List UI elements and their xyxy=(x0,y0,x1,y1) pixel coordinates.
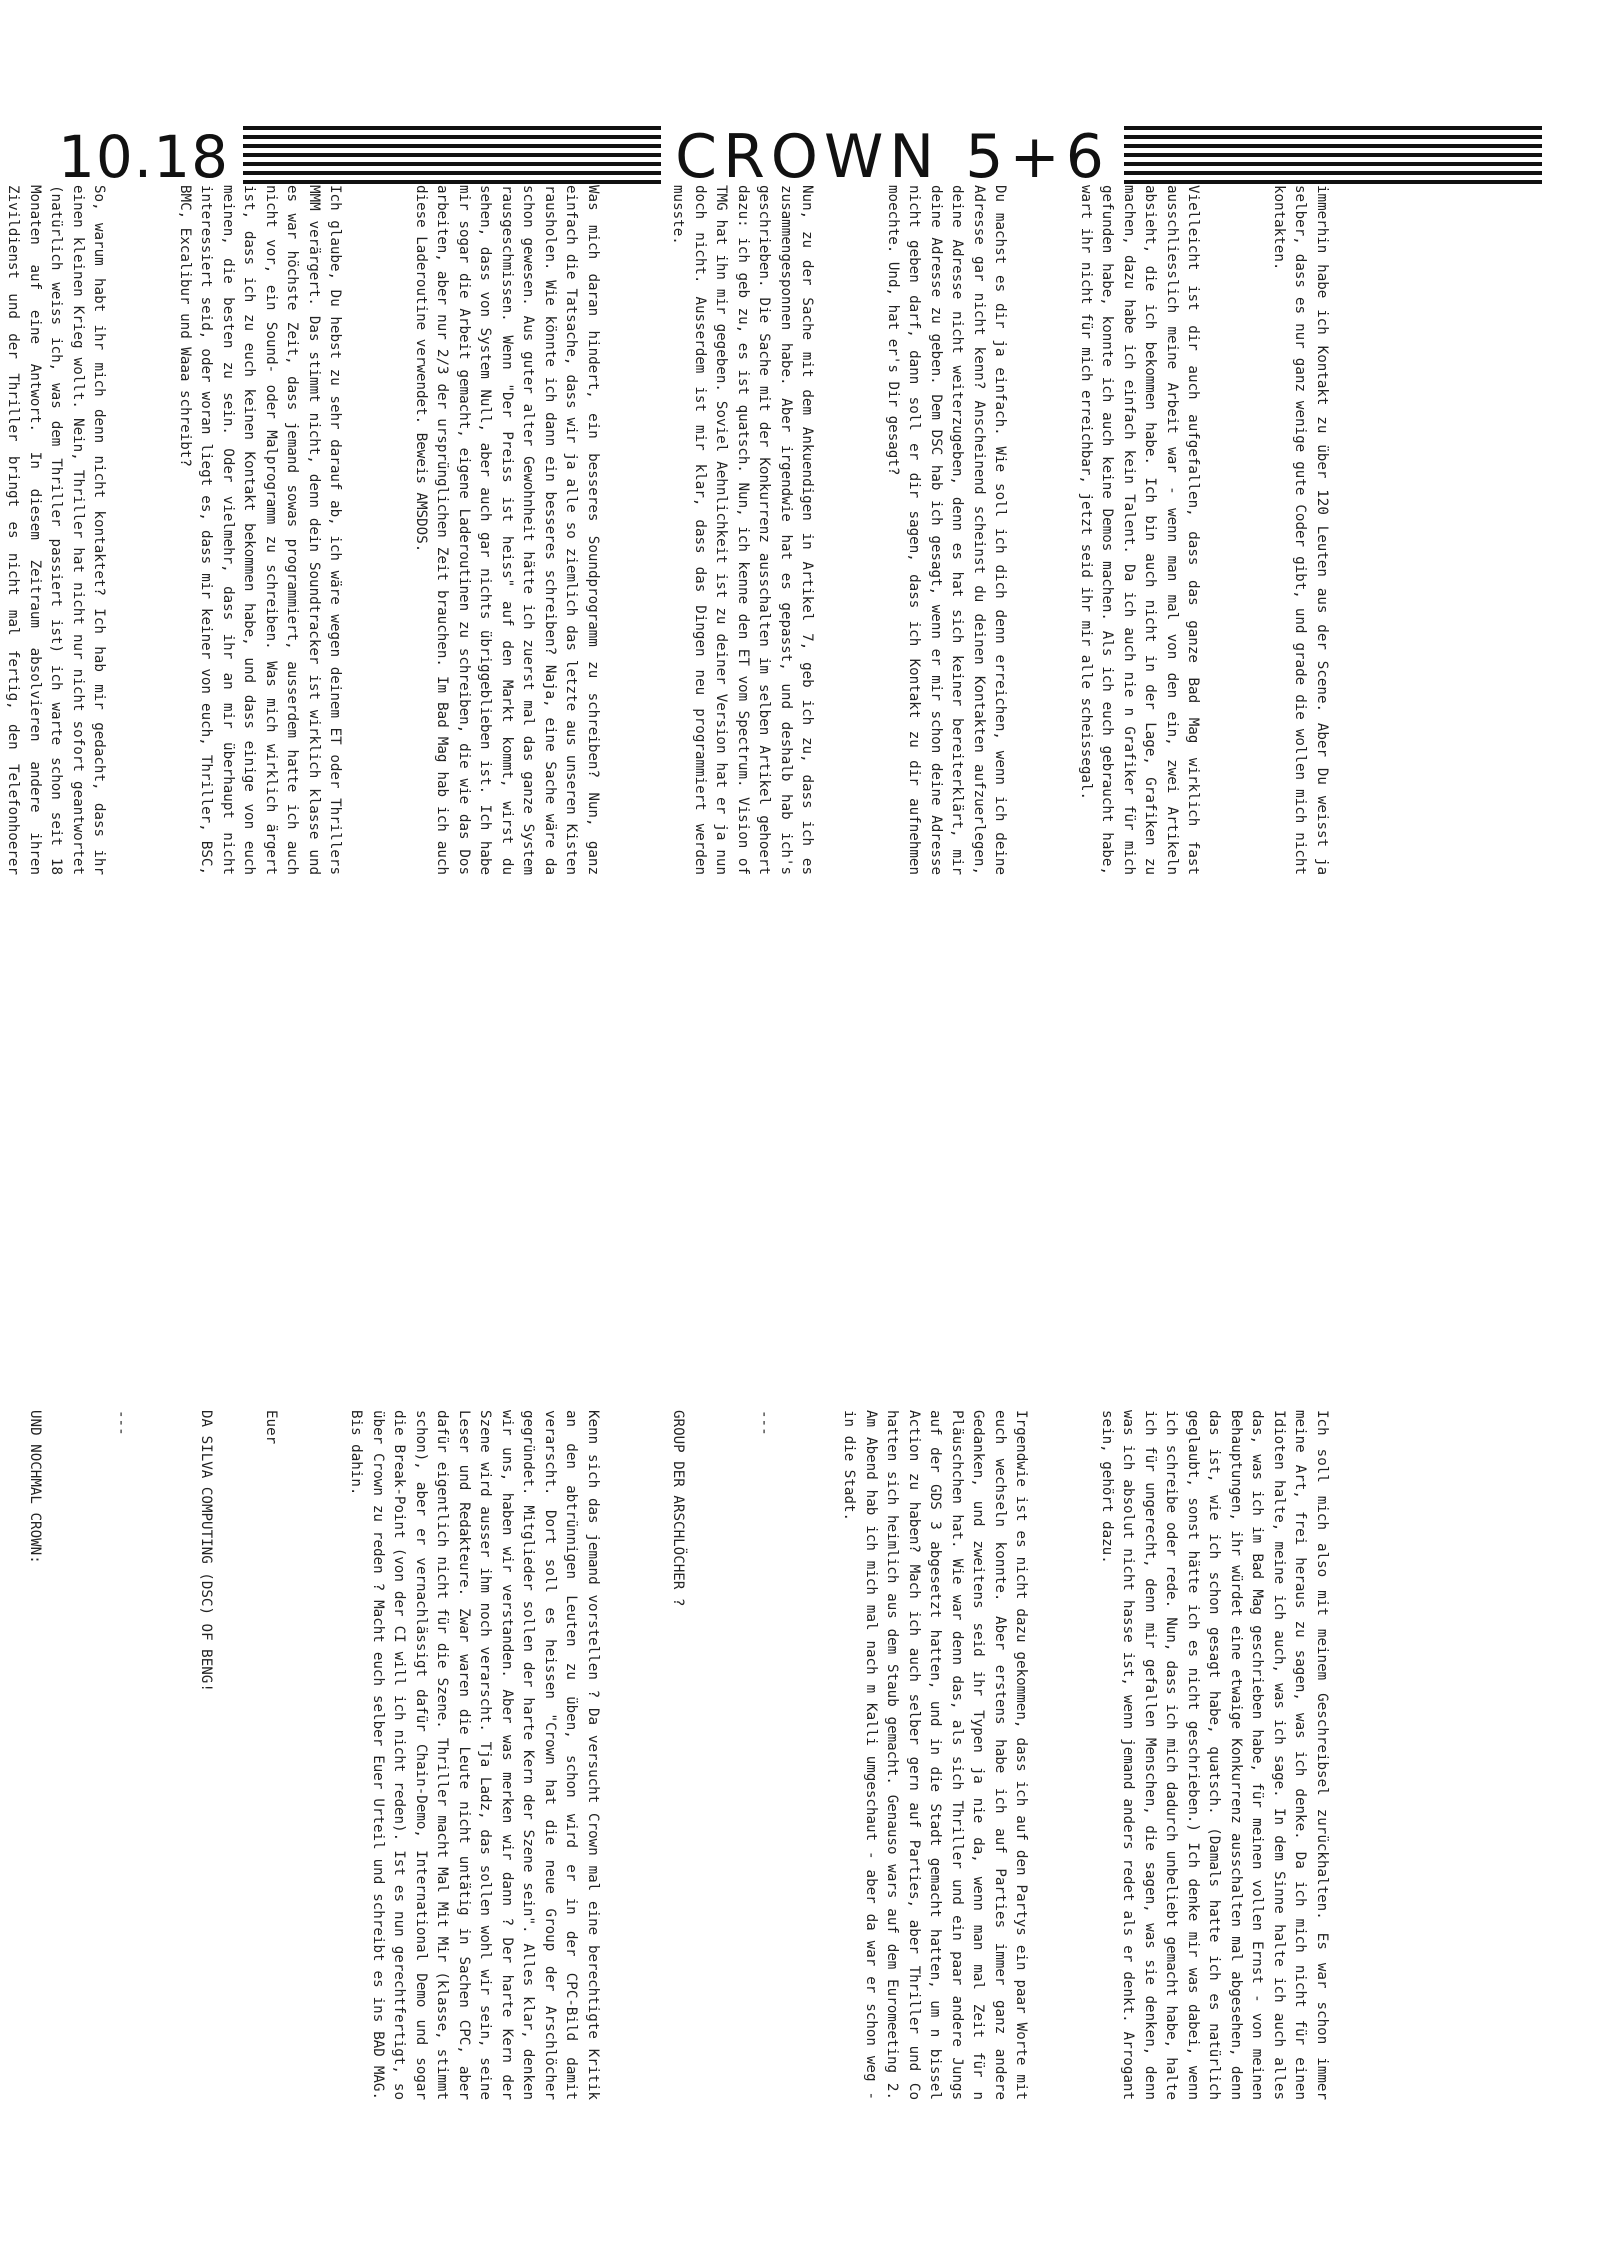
divider: --- xyxy=(113,1410,129,1436)
stripe-decoration-right xyxy=(1124,126,1542,188)
magazine-title: CROWN 5+6 xyxy=(675,122,1110,192)
stripe-decoration-left xyxy=(243,126,661,188)
paragraph: Ich soll mich also mit meinem Geschreibsel zurückhalten. Es war schon immer meine Art, frei heraus zu sagen, was ich denke. Da ich mich nicht für einen Idioten halte, meine ich auch, was ich sage. In dem Sinne halte ich auch alles das, was ich im Bad Mag geschrieben habe, für meinen vollen Ernst - von meinen Behauptungen, ihr würdet eine etwaige Konkurrenz ausschalten mal abgesehen, denn das ist, wie ich schon gesagt habe, quatsch. (Damals hatte ich es natürlich geglaubt, sonst hätte ich es nicht geschrieben.) Ich denke mir was dabei, wenn ich schreibe oder rede. Nun, dass ich mich dadurch unbeliebt gemacht habe, halte ich für ungerecht, denn mir gefallen Menschen, die sagen, was sie denken, denn was ich absolut nicht hasse ist, wenn jemand anders redet als er denkt. Arrogant sein, gehört dazu. xyxy=(1099,1410,1330,2109)
paragraph: Was mich daran hindert, ein besseres Soundprogramm zu schreiben? Nun, ganz einfach die Tatsache, dass wir ja alle so ziemlich das letzte aus unseren Kisten rausholen. Wie könnte ich dann ein besseres schreiben? Naja, eine Sache wäre da schon gewesen. Aus guter alter Gewohnheit hätte ich zuerst mal das ganze System rausgeschmissen. Wenn "Der Preiss ist heiss" auf den Markt kommt, wirst du sehen, dass von System Null, aber auch gar nichts übriggeblieben ist. Ich habe mir sogar die Arbeit gemacht, eigene Laderoutinen zu schreiben, die wie das Dos arbeiten, aber nur 2/3 der ursprünglichen Zeit brauchen. Im Bad Mag hab ich auch diese Laderoutine verwendet. Beweis AMSDOS. xyxy=(413,185,601,884)
divider: --- xyxy=(756,1410,772,1436)
paragraph: immerhin habe ich Kontakt zu über 120 Leuten aus der Scene. Aber Du weisst ja selber, dass es nur ganz wenige gute Coder gibt, und grade die wollen mich nicht kontakten. xyxy=(1271,185,1330,884)
paragraph: Ich glaube, Du hebst zu sehr darauf ab, ich wäre wegen deinem ET oder Thrillers MMM verärgert. Das stimmt nicht, denn dein Soundtracker ist wirklich klasse und es war höchste Zeit, dass jemand sowas programmiert, ausserdem hatte ich auch nicht vor, ein Sound- oder Malprogramm zu schreiben. Was mich wirklich ärgert ist, dass ich zu euch keinen Kontakt bekommen habe, und dass einige von euch meinen, die besten zu sein. Oder vielmehr, dass ihr an mir überhaupt nicht interessiert seid, oder woran liegt es, dass mir keiner von euch, Thriller, BSC, BMC, Excalibur und Waaa schreibt? xyxy=(177,185,344,884)
paragraph: Vielleicht ist dir auch aufgefallen, dass das ganze Bad Mag wirklich fast ausschliesslich meine Arbeit war - wenn man mal von den ein, zwei Artikeln absieht, die ich bekommen habe. Ich bin auch nicht in der Lage, Grafiken zu machen, dazu habe ich einfach kein Talent. Da ich auch nie n Grafiker für mich gefunden habe, konnte ich auch keine Demos machen. Als ich euch gebraucht habe, wart ihr nicht für mich erreichbar, jetzt seid ihr mir alle scheissegal. xyxy=(1078,185,1202,884)
section-heading: GROUP DER ARSCHLÖCHER ? xyxy=(670,1410,687,1607)
article-bottom-column xyxy=(27,1410,1375,2109)
paragraph: Nun, zu der Sache mit dem Ankuendigen in Artikel 7, geb ich zu, dass ich es zusammengesponnen habe. Aber irgendwie hat es gepasst, und deshalb hab ich's geschrieben. Die Sache mit der Konkurrenz ausschalten im selben Artikel gehoert dazu: ich geb zu, es ist quatsch. Nun, ich kenne den ET vom Spectrum. Vision of TMG hat ihn mir gegeben. Soviel Aehnlichkeit ist zu deiner Version hat er ja nun doch nicht. Ausserdem ist mir klar, dass das Dingen neu programmiert werden musste. xyxy=(670,185,816,884)
section-heading: UND NOCHMAL CROWN: xyxy=(27,1410,44,1564)
signature-line: Euer xyxy=(263,1410,279,1445)
paragraph: Irgendwie ist es nicht dazu gekommen, dass ich auf den Partys ein paar Worte mit euch wechseln konnte. Aber erstens habe ich auf Parties immer ganz andere Gedanken, und zweitens seid ihr Typen ja nie da, wenn man mal Zeit für n Pläuschchen hat. Wie war denn das, als sich Thriller und ein paar andere Jungs auf der GDS 3 abgesetzt hatten, und in die Stadt gemacht hatten, um n bissel Action zu haben? Mach ich auch selber gern auf Parties, aber Thriller und Co hatten sich heimlich aus dem Staub gemacht. Genauso wars auf dem Euromeeting 2. Am Abend hab ich mich mal nach m Kalli umgeschaut - aber da war er schon weg - in die Stadt. xyxy=(841,1410,1030,2109)
signature-name: DA SILVA COMPUTING (DSC) OF BENG! xyxy=(198,1410,215,1692)
paragraph: Du machst es dir ja einfach. Wie soll ich dich denn erreichen, wenn ich deine Adresse gar nicht kenn? Anscheinend scheinst du deinen Kontakten aufzuerlegen, deine Adresse nicht weiterzugeben, denn es hat sich keiner bereiterklärt, mir deine Adresse zu geben. Dem DSC hab ich gesagt, wenn er mir schon deine Adresse nicht geben darf, dann soll er dir sagen, dass ich Kontakt zu dir aufnehmen moechte. Und, hat er's Dir gesagt? xyxy=(885,185,1009,884)
paragraph: So, warum habt ihr mich denn nicht kontaktet? Ich hab mir gedacht, dass ihr einen kleinen Krieg wollt. Nein, Thriller hat nicht nur nicht sofort geantwortet (natürlich weiss ich, was dem Thriller passiert ist) ich warte schon seit 18 Monaten auf eine Antwort. In diesem Zeitraum absolvieren andere ihren Zivildienst und der Thriller bringt es nicht mal fertig, den Telefonhoerer xyxy=(5,185,108,875)
issue-number: 10.18 xyxy=(58,123,230,191)
paragraph: Kenn sich das jemand vorstellen ? Da versucht Crown mal eine berechtigte Kritik an den abtrünnigen Leuten zu üben, schon wird er in der CPC-Bild damit verarscht. Dort soll es heissen "Crown hat die neue Group der Arschlöcher gegründet. Mitglieder sollen der harte Kern der Szene sein". Alles klar, denken wir uns, haben wir verstanden. Aber was merken wir dann ? Der harte Kern der Szene wird ausser ihm noch verarscht. Tja Ladz, das sollen wohl wir sein, seine Leser und Redakteure. Zwar waren die Leute nicht untätig in Sachen CPC, aber dafür eigentlich nicht für die Szene. Thriller macht Mal Mit Mir (klasse, stimmt schon), aber er vernachlässigt dafür Chain-Demo, International Demo und sogar die Break-Point (von der CI will ich nicht reden). Ist es nun gerechtfertigt, so über Crown zu reden ? Macht euch selber Euer Urteil und schreibt es ins BAD MAG. Bis dahin. xyxy=(348,1410,601,2109)
article-top-column xyxy=(5,185,1375,884)
